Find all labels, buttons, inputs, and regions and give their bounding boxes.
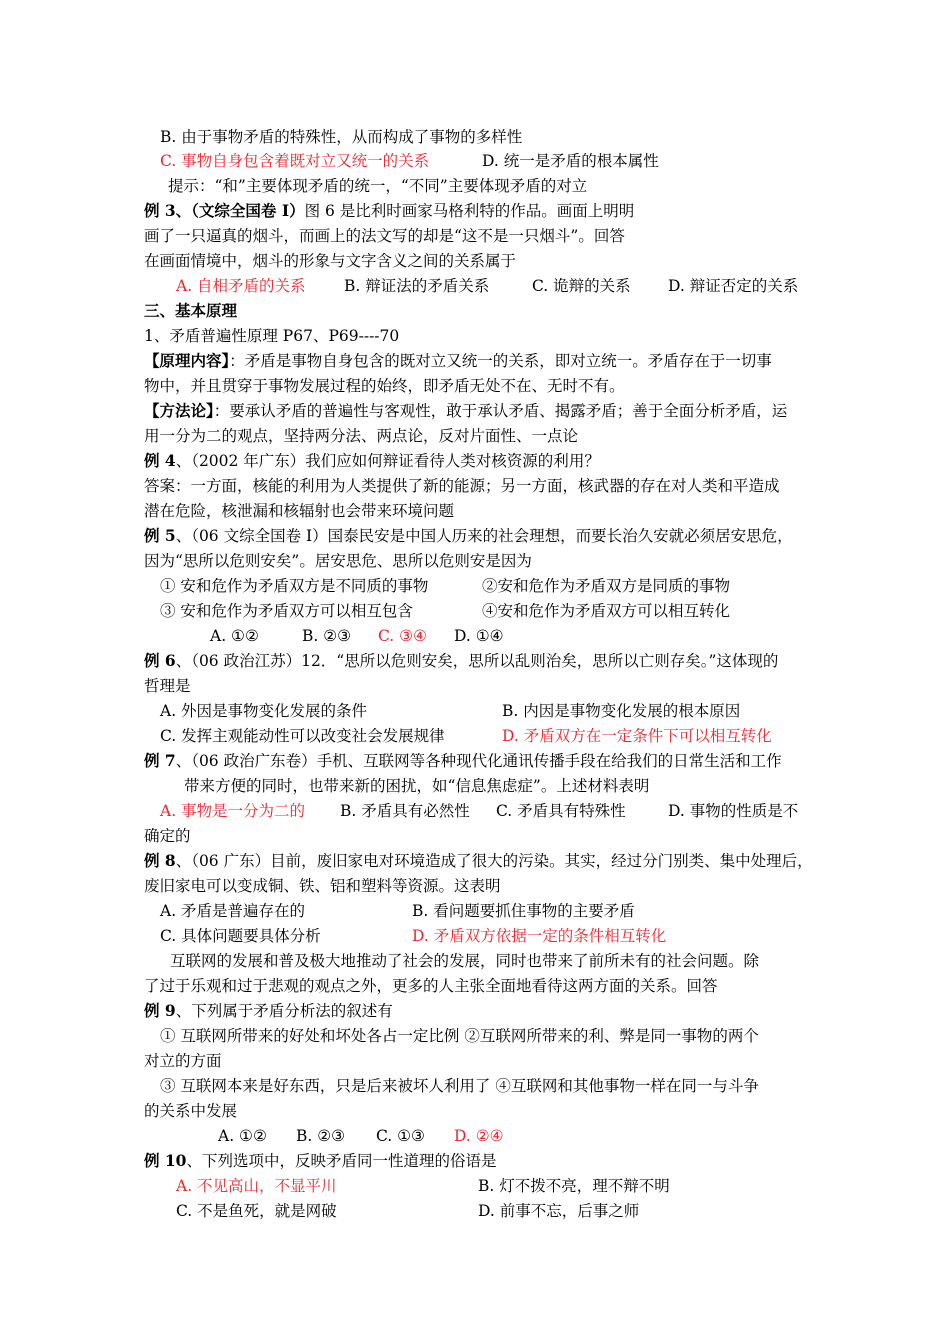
option-b: B. 内因是事物变化发展的根本原因 bbox=[502, 702, 741, 720]
answer-option-a: A. 自相矛盾的关系 bbox=[176, 277, 306, 295]
statement-2: ②安和危作为矛盾双方是同质的事物 bbox=[482, 577, 731, 595]
option-d: D. 统一是矛盾的根本属性 bbox=[482, 152, 659, 170]
material-line1: 互联网的发展和普及极大地推动了社会的发展，同时也带来了前所未有的社会问题。除 bbox=[170, 952, 760, 970]
principle-content-text: ：矛盾是事物自身包含的既对立又统一的关系，即对立统一。矛盾存在于一切事 bbox=[229, 352, 772, 370]
statement-1-2: ① 互联网所带来的好处和坏处各占一定比例 ②互联网所带来的利、弊是同一事物的两个 bbox=[160, 1027, 759, 1045]
answer-option-d: D. ②④ bbox=[454, 1127, 504, 1145]
example-3-line2: 画了一只逼真的烟斗，而画上的法文写的却是“这不是一只烟斗”。回答 bbox=[144, 227, 625, 245]
methodology-line1 bbox=[144, 401, 787, 421]
example-6-line1 bbox=[144, 651, 778, 671]
statement-3: ③ 安和危作为矛盾双方可以相互包含 bbox=[160, 602, 413, 620]
answer-option-d: D. 矛盾双方在一定条件下可以相互转化 bbox=[502, 727, 772, 745]
option-c: C. 具体问题要具体分析 bbox=[160, 927, 321, 945]
statement-4-continued: 的关系中发展 bbox=[144, 1102, 238, 1120]
answer-option-a: A. 事物是一分为二的 bbox=[160, 802, 306, 820]
example-5-line2: 因为“思所以危则安矣”。居安思危、思所以危则安是因为 bbox=[144, 552, 532, 570]
example-10-text: 、下列选项中，反映矛盾同一性道理的俗语是 bbox=[186, 1152, 497, 1170]
option-d: D. 事物的性质是不 bbox=[668, 802, 799, 820]
example-10-line bbox=[144, 1151, 496, 1171]
option-c: C. 不是鱼死，就是网破 bbox=[176, 1202, 337, 1220]
example-9-line bbox=[144, 1001, 393, 1021]
example-3-text: 图 6 是比利时画家马格利特的作品。画面上明明 bbox=[304, 202, 635, 220]
option-a: A. 外因是事物变化发展的条件 bbox=[160, 702, 368, 720]
example-4-text: 、（2002 年广东）我们应如何辩证看待人类对核资源的利用？ bbox=[175, 452, 600, 470]
statement-3-4: ③ 互联网本来是好东西，只是后来被坏人利用了 ④互联网和其他事物一样在同一与斗争 bbox=[160, 1077, 759, 1095]
option-c: C. ①③ bbox=[376, 1127, 425, 1145]
option-c: C. 发挥主观能动性可以改变社会发展规律 bbox=[160, 727, 445, 745]
example-8-line2: 废旧家电可以变成铜、铁、铝和塑料等资源。这表明 bbox=[144, 877, 501, 895]
example-6-text: 、（06 政治江苏）12．“思所以危则安矣，思所以乱则治矣，思所以亡则存矣。”这体现的 bbox=[175, 652, 779, 670]
example-9-label: 例 9 bbox=[144, 1001, 176, 1020]
answer-option-c: C. 事物自身包含着既对立又统一的关系 bbox=[160, 152, 430, 170]
option-b-line: B. 由于事物矛盾的特殊性，从而构成了事物的多样性 bbox=[160, 128, 523, 146]
example-7-line1 bbox=[144, 751, 782, 771]
example-5-label: 例 5 bbox=[144, 526, 176, 545]
example-5-text: 、（06 文综全国卷 I）国泰民安是中国人历来的社会理想，而要长治久安就必须居安思危， bbox=[175, 527, 793, 545]
methodology-text: ：要承认矛盾的普遍性与客观性，敢于承认矛盾、揭露矛盾；善于全面分析矛盾，运 bbox=[213, 402, 788, 420]
statement-1: ① 安和危作为矛盾双方是不同质的事物 bbox=[160, 577, 429, 595]
answer-option-a: A. 不见高山，不显平川 bbox=[176, 1177, 337, 1195]
option-d: D. 辩证否定的关系 bbox=[668, 277, 799, 295]
statement-4: ④安和危作为矛盾双方可以相互转化 bbox=[482, 602, 731, 620]
hint-line: 提示：“和”主要体现矛盾的统一，“不同”主要体现矛盾的对立 bbox=[168, 177, 588, 195]
answer-option-d: D. 矛盾双方依据一定的条件相互转化 bbox=[412, 927, 667, 945]
example-4-label: 例 4 bbox=[144, 451, 176, 470]
example-9-text: 、下列属于矛盾分析法的叙述有 bbox=[175, 1002, 393, 1020]
answer-line1: 答案：一方面，核能的利用为人类提供了新的能源；另一方面，核武器的存在对人类和平造成 bbox=[144, 477, 780, 495]
principle-content-line2: 物中，并且贯穿于事物发展过程的始终，即矛盾无处不在、无时不有。 bbox=[144, 377, 625, 395]
example-7-label: 例 7 bbox=[144, 751, 176, 770]
example-6-line2: 哲理是 bbox=[144, 677, 191, 695]
example-5-line1 bbox=[144, 526, 793, 546]
section-heading: 三、基本原理 bbox=[144, 301, 238, 320]
material-line2: 了过于乐观和过于悲观的观点之外，更多的人主张全面地看待这两方面的关系。回答 bbox=[144, 977, 718, 995]
option-d-continued: 确定的 bbox=[144, 827, 191, 845]
example-3-line1 bbox=[144, 201, 634, 221]
option-a: A. ①② bbox=[218, 1127, 267, 1145]
example-6-label: 例 6 bbox=[144, 651, 176, 670]
methodology-line2: 用一分为二的观点，坚持两分法、两点论，反对片面性、一点论 bbox=[144, 427, 579, 445]
example-8-text: 、（06 广东）目前，废旧家电对环境造成了很大的污染。其实，经过分门别类、集中处理后， bbox=[175, 852, 813, 870]
example-10-label: 例 10 bbox=[144, 1151, 187, 1170]
example-4-line bbox=[144, 451, 600, 471]
option-b: B. 灯不拨不亮，理不辩不明 bbox=[478, 1177, 670, 1195]
example-8-label: 例 8 bbox=[144, 851, 176, 870]
example-7-line2: 带来方便的同时，也带来新的困扰，如“信息焦虑症”。上述材料表明 bbox=[184, 777, 650, 795]
option-b: B. ②③ bbox=[296, 1127, 346, 1145]
example-8-line1 bbox=[144, 851, 813, 871]
example-7-text: 、（06 政治广东卷）手机、互联网等各种现代化通讯传播手段在给我们的日常生活和工作 bbox=[175, 752, 782, 770]
option-b: B. ②③ bbox=[302, 627, 352, 645]
principle-content-line1 bbox=[144, 351, 772, 371]
option-b: B. 矛盾具有必然性 bbox=[340, 802, 470, 820]
option-d: D. 前事不忘，后事之师 bbox=[478, 1202, 640, 1220]
statement-2-continued: 对立的方面 bbox=[144, 1052, 222, 1070]
option-a: A. 矛盾是普遍存在的 bbox=[160, 902, 306, 920]
example-3-label: 例 3、（文综全国卷 I） bbox=[144, 201, 305, 220]
option-b: B. 辩证法的矛盾关系 bbox=[344, 277, 490, 295]
answer-option-c: C. ③④ bbox=[378, 627, 427, 645]
answer-line2: 潜在危险，核泄漏和核辐射也会带来环境问题 bbox=[144, 502, 455, 520]
principle-title: 1、矛盾普遍性原理 P67、P69----70 bbox=[144, 327, 400, 345]
principle-content-label: 【原理内容】 bbox=[144, 351, 230, 370]
option-a: A. ①② bbox=[210, 627, 259, 645]
example-3-line3: 在画面情境中，烟斗的形象与文字含义之间的关系属于 bbox=[144, 252, 517, 270]
option-b: B. 看问题要抓住事物的主要矛盾 bbox=[412, 902, 635, 920]
methodology-label: 【方法论】 bbox=[144, 401, 214, 420]
option-d: D. ①④ bbox=[454, 627, 504, 645]
option-c: C. 矛盾具有特殊性 bbox=[496, 802, 626, 820]
option-c: C. 诡辩的关系 bbox=[532, 277, 631, 295]
